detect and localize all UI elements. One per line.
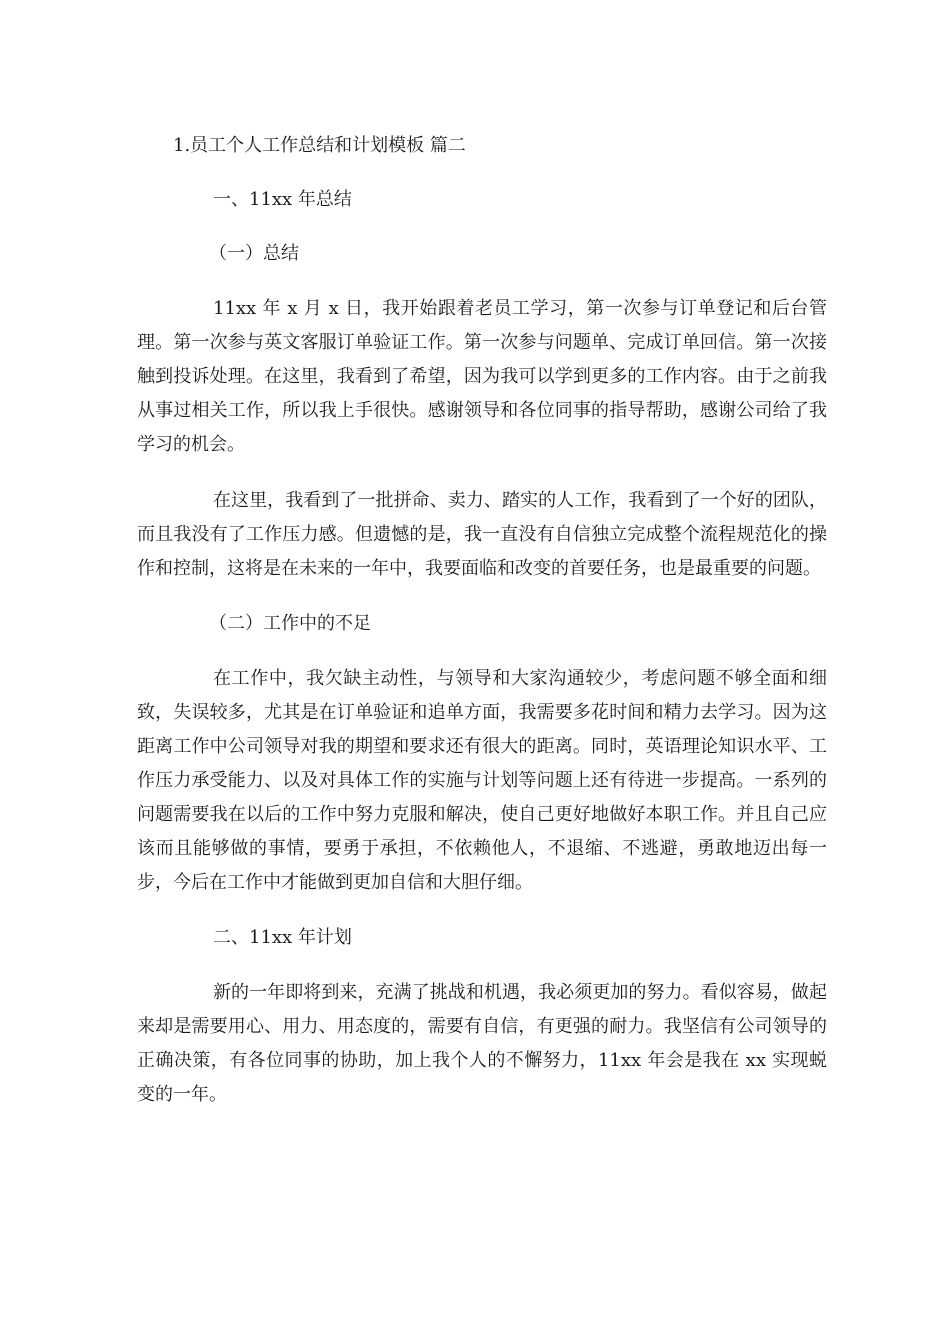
document-title: 1.员工个人工作总结和计划模板 篇二 (173, 135, 466, 156)
section-1-sub-2-heading: （二）工作中的不足 (209, 613, 371, 634)
paragraph: 11xx 年 x 月 x 日，我开始跟着老员工学习，第一次参与订单登记和后台管理。第一次参与英文客服订单验证工作。第一次参与问题单、完成订单回信。第一次接触到投诉处理。在这里，我看到了希望，因为我可以学到更多的工作内容。由于之前我从事过相关工作，所以我上手很快。感谢领导和各位同事的指导帮助，感谢公司给了我学习的机会。 (137, 298, 827, 455)
document-page (137, 130, 827, 1134)
paragraph: 在工作中，我欠缺主动性，与领导和大家沟通较少，考虑问题不够全面和细致，失误较多，尤其是在订单验证和追单方面，我需要多花时间和精力去学习。因为这距离工作中公司领导对我的期望和要求还有很大的距离。同时，英语理论知识水平、工作压力承受能力、以及对具体工作的实施与计划等问题上还有待进一步提高。一系列的问题需要我在以后的工作中努力克服和解决，使自己更好地做好本职工作。并且自己应该而且能够做的事情，要勇于承担，不依赖他人，不退缩、不逃避，勇敢地迈出每一步，今后在工作中才能做到更加自信和大胆仔细。 (137, 668, 827, 893)
section-1-heading: 一、11xx 年总结 (213, 189, 352, 210)
section-1-sub-1-heading: （一）总结 (209, 243, 299, 264)
paragraph: 新的一年即将到来，充满了挑战和机遇，我必须更加的努力。看似容易，做起来却是需要用心、用力、用态度的，需要有自信，有更强的耐力。我坚信有公司领导的正确决策，有各位同事的协助，加上我个人的不懈努力，11xx 年会是我在 xx 实现蜕变的一年。 (137, 982, 827, 1105)
section-2-heading: 二、11xx 年计划 (213, 927, 352, 948)
paragraph: 在这里，我看到了一批拼命、卖力、踏实的人工作，我看到了一个好的团队，而且我没有了工作压力感。但遗憾的是，我一直没有自信独立完成整个流程规范化的操作和控制，这将是在未来的一年中，我要面临和改变的首要任务，也是最重要的问题。 (137, 490, 827, 579)
